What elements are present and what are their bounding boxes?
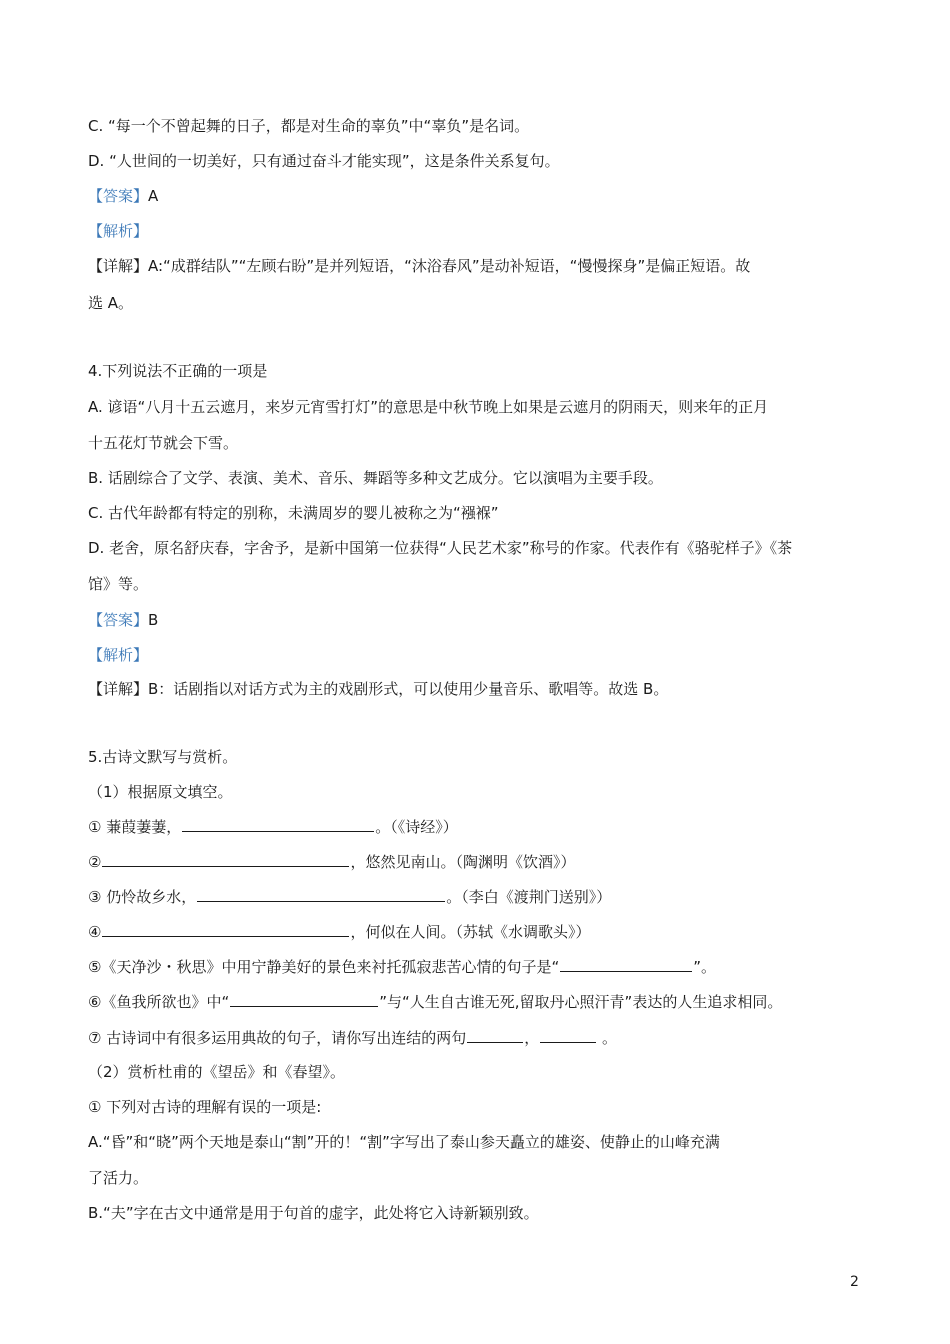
item5-prefix: ⑤《天净沙・秋思》中用宁静美好的景色来衬托孤寂悲苦心情的句子是“ — [88, 958, 560, 976]
q3-analysis-label: 【解析】 — [88, 222, 149, 240]
q5-item3 — [88, 886, 611, 906]
q5-item4 — [88, 921, 590, 941]
q4-option-a-line1: A. 谚语“八月十五云遮月，来岁元宵雪打灯”的意思是中秋节晚上如果是云遮月的阴雨天，则来年的正月 — [88, 398, 769, 416]
item6-suffix: ”与“人生自古谁无死,留取丹心照汗青”表达的人生追求相同。 — [379, 993, 783, 1011]
q5-item7 — [88, 1027, 617, 1047]
q5-sub1: ① 下列对古诗的理解有误的一项是: — [88, 1098, 322, 1116]
q5-item5 — [88, 956, 716, 976]
q4-option-d-line2: 馆》等。 — [88, 575, 149, 593]
fill-blank[interactable] — [230, 991, 378, 1007]
item1-suffix: 。（《诗经》） — [375, 818, 458, 836]
q4-question: 4.下列说法不正确的一项是 — [88, 362, 268, 380]
q5-question: 5.古诗文默写与赏析。 — [88, 748, 238, 766]
q3-answer — [88, 186, 158, 206]
q5-part2: （2）赏析杜甫的《望岳》和《春望》。 — [88, 1063, 346, 1081]
item2-prefix: ② — [88, 853, 102, 871]
fill-blank[interactable] — [102, 851, 349, 867]
fill-blank[interactable] — [560, 956, 692, 972]
q5-item2 — [88, 851, 575, 871]
q3-detail-line1: 【详解】A:“成群结队”“左顾右盼”是并列短语，“沐浴春风”是动补短语，“慢慢探身”是偏正短语。故 — [88, 257, 751, 275]
fill-blank[interactable] — [467, 1027, 523, 1043]
page-number: 2 — [850, 1274, 859, 1290]
q5-item1 — [88, 816, 458, 836]
q4-option-c: C. 古代年龄都有特定的别称，未满周岁的婴儿被称之为“襁褓” — [88, 504, 499, 522]
q5-part1: （1）根据原文填空。 — [88, 783, 233, 801]
q4-analysis-label: 【解析】 — [88, 646, 149, 664]
q5-opt-b: B.“夫”字在古文中通常是用于句首的虚字，此处将它入诗新颖别致。 — [88, 1204, 539, 1222]
item5-suffix: ”。 — [693, 958, 717, 976]
item7-prefix: ⑦ 古诗词中有很多运用典故的句子，请你写出连结的两句 — [88, 1029, 467, 1047]
fill-blank[interactable] — [540, 1027, 596, 1043]
q4-detail: 【详解】B：话剧指以对话方式为主的戏剧形式，可以使用少量音乐、歌唱等。故选 B。 — [88, 680, 669, 698]
item1-prefix: ① 蒹葭萋萋， — [88, 818, 182, 836]
item7-separator: ， — [524, 1029, 540, 1047]
item3-prefix: ③ 仍怜故乡水， — [88, 888, 197, 906]
q4-option-b: B. 话剧综合了文学、表演、美术、音乐、舞蹈等多种文艺成分。它以演唱为主要手段。 — [88, 469, 663, 487]
q4-option-a-line2: 十五花灯节就会下雪。 — [88, 434, 239, 452]
fill-blank[interactable] — [102, 921, 349, 937]
fill-blank[interactable] — [197, 886, 445, 902]
answer-value: B — [148, 611, 159, 629]
answer-value: A — [148, 187, 159, 205]
item4-suffix: ，何似在人间。（苏轼《水调歌头》） — [350, 923, 591, 941]
item4-prefix: ④ — [88, 923, 102, 941]
answer-label: 【答案】 — [88, 187, 149, 205]
q4-answer — [88, 610, 158, 630]
q3-option-d: D. “人世间的一切美好，只有通过奋斗才能实现”，这是条件关系复句。 — [88, 152, 560, 170]
item7-suffix: 。 — [597, 1029, 618, 1047]
item2-suffix: ，悠然见南山。（陶渊明《饮酒》） — [350, 853, 576, 871]
answer-label: 【答案】 — [88, 611, 149, 629]
q4-option-d-line1: D. 老舍，原名舒庆春，字舍予，是新中国第一位获得“人民艺术家”称号的作家。代表作有《骆驼样子》《茶 — [88, 539, 793, 557]
q5-item6 — [88, 991, 782, 1011]
q5-opt-a-line2: 了活力。 — [88, 1169, 149, 1187]
q5-opt-a-line1: A.“昏”和“晓”两个天地是泰山“割”开的！“割”字写出了泰山参天矗立的雄姿、使静止的山峰充满 — [88, 1133, 720, 1151]
fill-blank[interactable] — [182, 816, 374, 832]
item3-suffix: 。（李白《渡荆门送别》） — [446, 888, 612, 906]
q3-option-c: C. “每一个不曾起舞的日子，都是对生命的辜负”中“辜负”是名词。 — [88, 117, 530, 135]
q3-detail-line2: 选 A。 — [88, 294, 134, 312]
item6-prefix: ⑥《鱼我所欲也》中“ — [88, 993, 230, 1011]
